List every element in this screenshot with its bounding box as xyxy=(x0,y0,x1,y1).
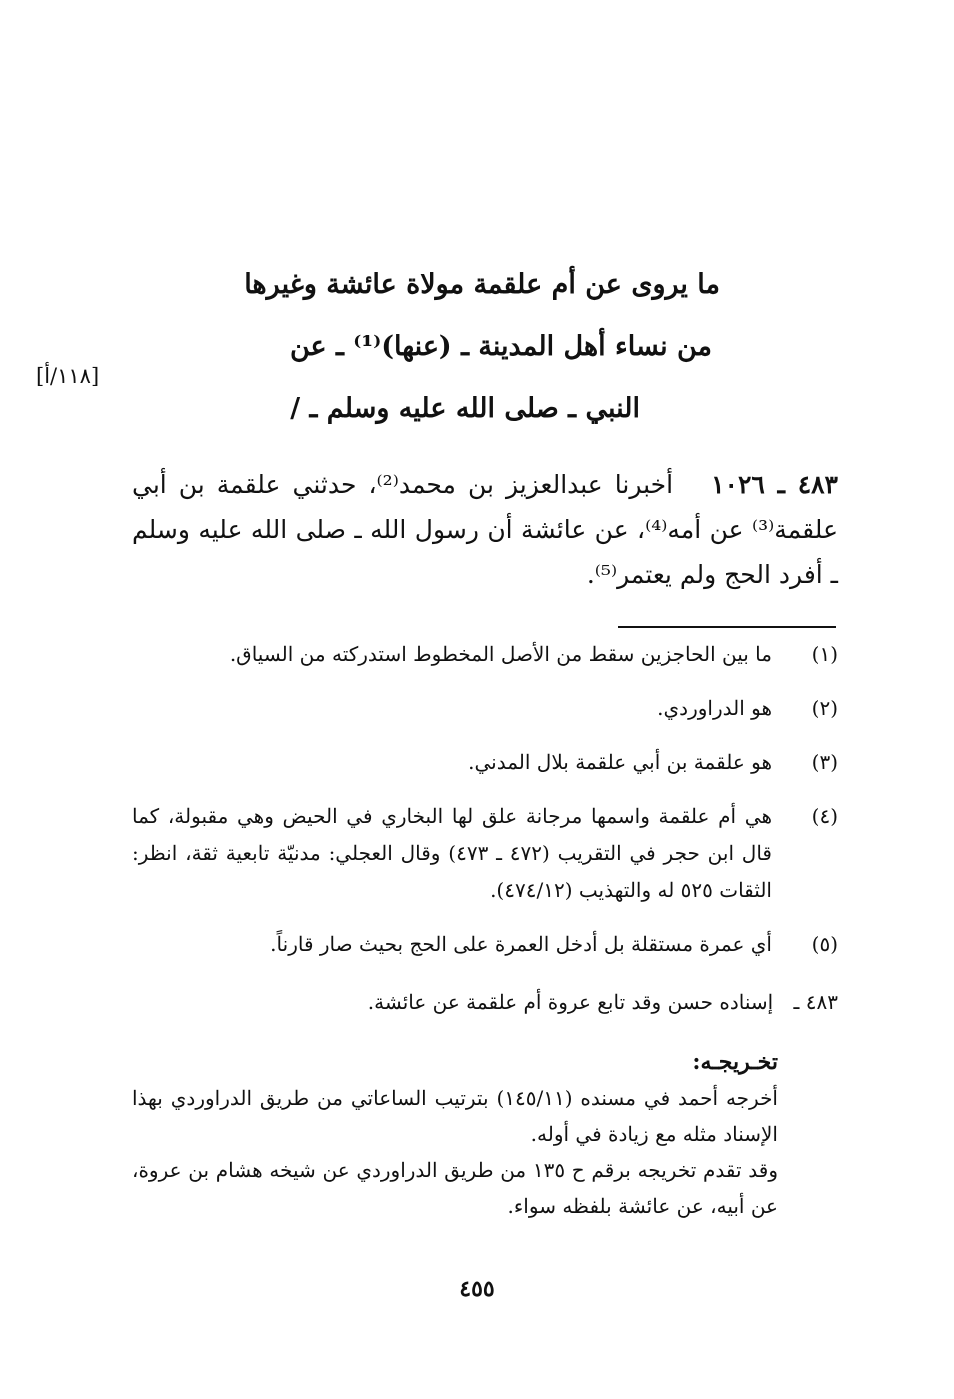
takhrij-heading: تخـريجـه: xyxy=(692,1049,778,1075)
chapter-title-line-1: ما يروى عن أم علقمة مولاة عائشة وغيرها xyxy=(244,269,720,300)
footnote-number: (٢) xyxy=(811,696,838,720)
footnote-3 xyxy=(132,744,838,781)
footnote-number: (١) xyxy=(811,642,838,666)
note-hadith-number: ٤٨٣ ـ xyxy=(793,990,838,1014)
footnote-1 xyxy=(132,636,838,673)
hadith-text-block xyxy=(132,462,838,597)
footnote-text: هي أم علقمة واسمها مرجانة علق لها البخاري في الحيض وهي مقبولة، كما قال ابن حجر في التقريب (٤٧٢ ـ ٤٧٣) وقال العجلي: مدنيّة تابعية ثقة، انظر: الثقات ٥٢٥ له والتهذيب (٤٧٤/١٢). xyxy=(132,804,772,902)
takhrij-paragraph-2: وقد تقدم تخريجه برقم ح ١٣٥ من طريق الدراوردي عن شيخه هشام بن عروة، عن أبيه، عن عائشة بلفظه سواء. xyxy=(132,1158,778,1218)
chapter-title-line-2: من نساء أهل المدينة ـ (عنها)⁽¹⁾ ـ عن xyxy=(289,331,712,362)
footnote-text: هو علقمة بن أبي علقمة بلال المدني. xyxy=(468,750,772,774)
chapter-title xyxy=(240,254,720,440)
manuscript-folio-reference: [١١٨/أ] xyxy=(36,364,100,388)
footnote-4 xyxy=(132,798,838,909)
hadith-grading-note xyxy=(132,984,838,1021)
footnote-2 xyxy=(132,690,838,727)
hadith-text: أخبرنا عبدالعزيز بن محمد⁽²⁾، حدثني علقمة بن أبي علقمة⁽³⁾ عن أمه⁽⁴⁾، عن عائشة أن رسول الله ـ صلى الله عليه وسلم ـ أفرد الحج ولم يعتمر⁽⁵⁾. xyxy=(132,470,838,589)
footnote-number: (٥) xyxy=(811,932,838,956)
footnote-text: هو الدراوردي. xyxy=(657,696,772,720)
takhrij-paragraph-1: أخرجه أحمد في مسنده (١٤٥/١١) بترتيب الساعاتي من طريق الدراوردي بهذا الإسناد مثله مع زيادة في أوله. xyxy=(132,1086,778,1146)
footnote-number: (٣) xyxy=(811,750,838,774)
takhrij-section xyxy=(132,1080,778,1224)
footnote-number: (٤) xyxy=(811,804,838,828)
footnote-5 xyxy=(132,926,838,963)
page-number: ٤٥٥ xyxy=(459,1276,495,1302)
footnote-text: ما بين الحاجزين سقط من الأصل المخطوط استدركته من السياق. xyxy=(229,642,772,666)
footnote-text: أي عمرة مستقلة بل أدخل العمرة على الحج بحيث صار قارناً. xyxy=(270,932,772,956)
note-text: إسناده حسن وقد تابع عروة أم علقمة عن عائشة. xyxy=(367,990,774,1014)
footnote-separator xyxy=(618,626,836,628)
chapter-title-line-3: النبي ـ صلى الله عليه وسلم ـ / xyxy=(290,393,640,424)
footnotes xyxy=(132,636,838,980)
hadith-number: ٤٨٣ ـ ١٠٢٦ xyxy=(711,470,838,499)
